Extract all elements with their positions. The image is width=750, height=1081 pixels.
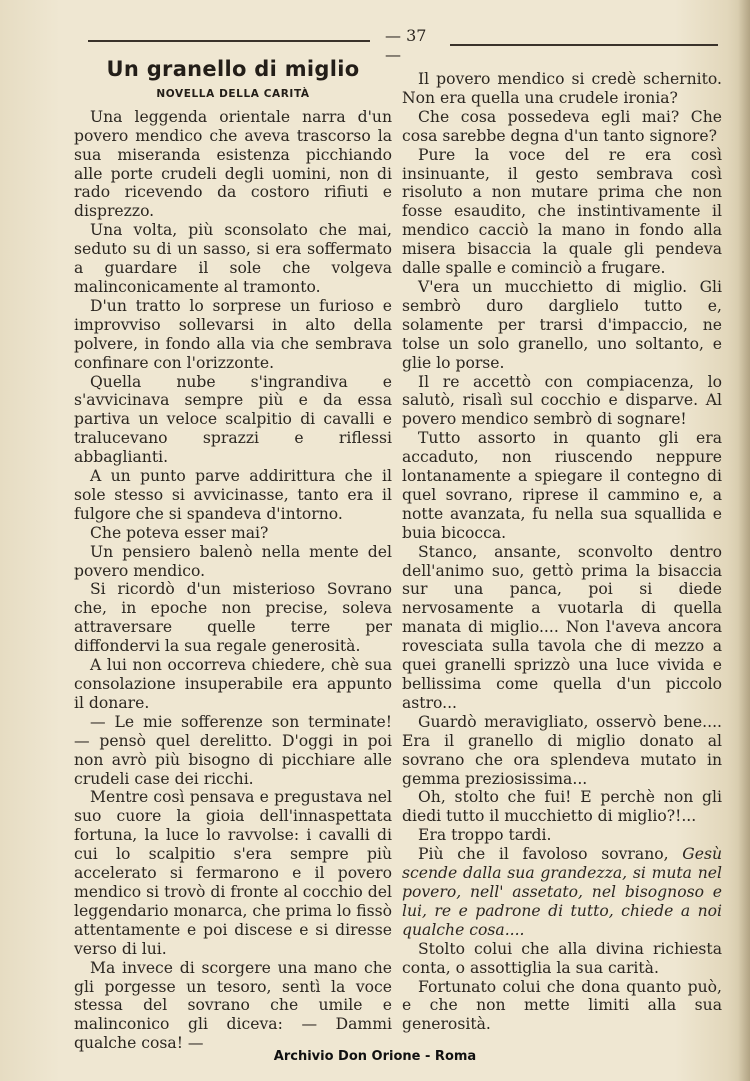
paragraph: Fortunato colui che dona quanto può, e che non mette limiti alla sua generosità.: [402, 977, 722, 1034]
paragraph: A lui non occorreva chiedere, chè sua consolazione insuperabile era appunto il donare.: [74, 656, 392, 712]
paragraph: Che poteva esser mai?: [90, 523, 269, 542]
left-column: [74, 57, 392, 1053]
paragraph: Quella nube s'ingrandiva e s'avvicinava sempre più e da essa partiva un veloce scalpitio di cavalli e tralucevano sprazzi e riflessi abbaglianti.: [74, 372, 392, 467]
page-number: — 37 —: [385, 26, 427, 64]
moral-italic: Gesù scende dalla sua grandezza, si muta nel povero, nell' assetato, nel bisognoso e lui, re e padrone di tutto, chiede a noi qualche cosa....: [402, 845, 722, 939]
paragraph: Si ricordò d'un misterioso Sovrano che, in epoche non precise, soleva attraversare quelle terre per diffondervi la sua regale generosità.: [74, 580, 392, 656]
archive-footer: Archivio Don Orione - Roma: [273, 1049, 477, 1064]
moral-lead: Più che il favoloso sovrano,: [418, 845, 683, 864]
paragraph: — Le mie sofferenze son terminate! — pensò quel derelitto. D'oggi in poi non avrò più bisogno di picchiare alle crudeli case dei ricchi.: [74, 712, 392, 788]
header-rule-right: [450, 44, 718, 46]
paragraph: Guardò meravigliato, osservò bene.... Era il granello di miglio donato al sovrano che ora splendeva mutato in gemma preziosissima...: [402, 712, 722, 788]
paragraph: Mentre così pensava e pregustava nel suo cuore la gioia dell'innaspettata fortuna, la luce lo ravvolse: i cavalli di cui lo scalpitio s'era sempre più accelerato si fermarono e il povero mendico si trovò di fronte al cocchio del leggendario monarca, che prima lo fissò attentamente e poi discese e si diresse verso di lui.: [74, 788, 392, 958]
paragraph: Il re accettò con compiacenza, lo salutò, risalì sul cocchio e disparve. Al povero mendico sembrò di sognare!: [402, 372, 722, 429]
page-edge-shadow: [738, 0, 750, 1081]
paragraph: Pure la voce del re era così insinuante, il gesto sembrava così risoluto a non mutare prima che non fosse esaudito, che instintivamente il mendico cacciò la mano in fondo alla misera bisaccia la quale gli pendeva dalle spalle e cominciò a frugare.: [402, 145, 722, 278]
paragraph: Ma invece di scorgere una mano che gli porgesse un tesoro, sentì la voce stessa del sovrano che umile e malinconico gli diceva: — Dammi qualche cosa! —: [74, 958, 392, 1053]
paragraph: A un punto parve addirittura che il sole stesso si avvicinasse, tanto era il fulgore che si spandeva d'intorno.: [74, 467, 392, 523]
right-column: [402, 70, 722, 1034]
page-header: [0, 26, 750, 64]
paragraph: Era troppo tardi.: [418, 826, 552, 845]
story-title: Un granello di miglio: [106, 57, 360, 81]
paragraph: V'era un mucchietto di miglio. Gli sembrò duro darglielo tutto e, solamente per trarsi d'impaccio, ne tolse un solo granello, uno soltanto, e glie lo porse.: [402, 277, 722, 372]
paragraph: D'un tratto lo sorprese un furioso e improvviso sollevarsi in alto della polvere, in fondo alla via che sembrava confinare con l'orizzonte.: [74, 296, 392, 372]
paragraph: Che cosa possedeva egli mai? Che cosa sarebbe degna d'un tanto signore?: [402, 107, 722, 145]
story-subtitle: NOVELLA DELLA CARITÀ: [156, 87, 310, 100]
paragraph: Oh, stolto che fui! E perchè non gli diedi tutto il mucchietto di miglio?!...: [402, 788, 722, 826]
paragraph: Stolto colui che alla divina richiesta conta, o assottiglia la sua carità.: [402, 939, 722, 977]
paragraph: Un pensiero balenò nella mente del povero mendico.: [74, 542, 392, 580]
paragraph: Tutto assorto in quanto gli era accaduto, non riuscendo neppure lontanamente a spiegare il contegno di quel sovrano, riprese il cammino e, a notte avanzata, fu nella sua squallida e buia bicocca.: [402, 429, 722, 542]
header-rule-left: [88, 40, 370, 42]
paragraph: Il povero mendico si credè schernito. Non era quella una crudele ironia?: [402, 70, 722, 107]
paragraph: Una leggenda orientale narra d'un povero mendico che aveva trascorso la sua miseranda esistenza picchiando alle porte crudeli degli uomini, non di rado ricevendo da costoro rifiuti e disprezzo.: [74, 107, 392, 221]
paragraph: Una volta, più sconsolato che mai, seduto su di un sasso, si era soffermato a guardare il sole che volgeva malinconicamente al tramonto.: [74, 221, 392, 296]
moral-paragraph: [402, 845, 722, 940]
paragraph: Stanco, ansante, sconvolto dentro dell'animo suo, gettò prima la bisaccia sur una panca, poi si diede nervosamente a vuotarla di quella manata di miglio.... Non l'aveva ancora rovesciata sulla tavola che di mezzo a quei granelli sprizzò una luce vivida e bellissima come quella d'un piccolo astro...: [402, 542, 722, 712]
